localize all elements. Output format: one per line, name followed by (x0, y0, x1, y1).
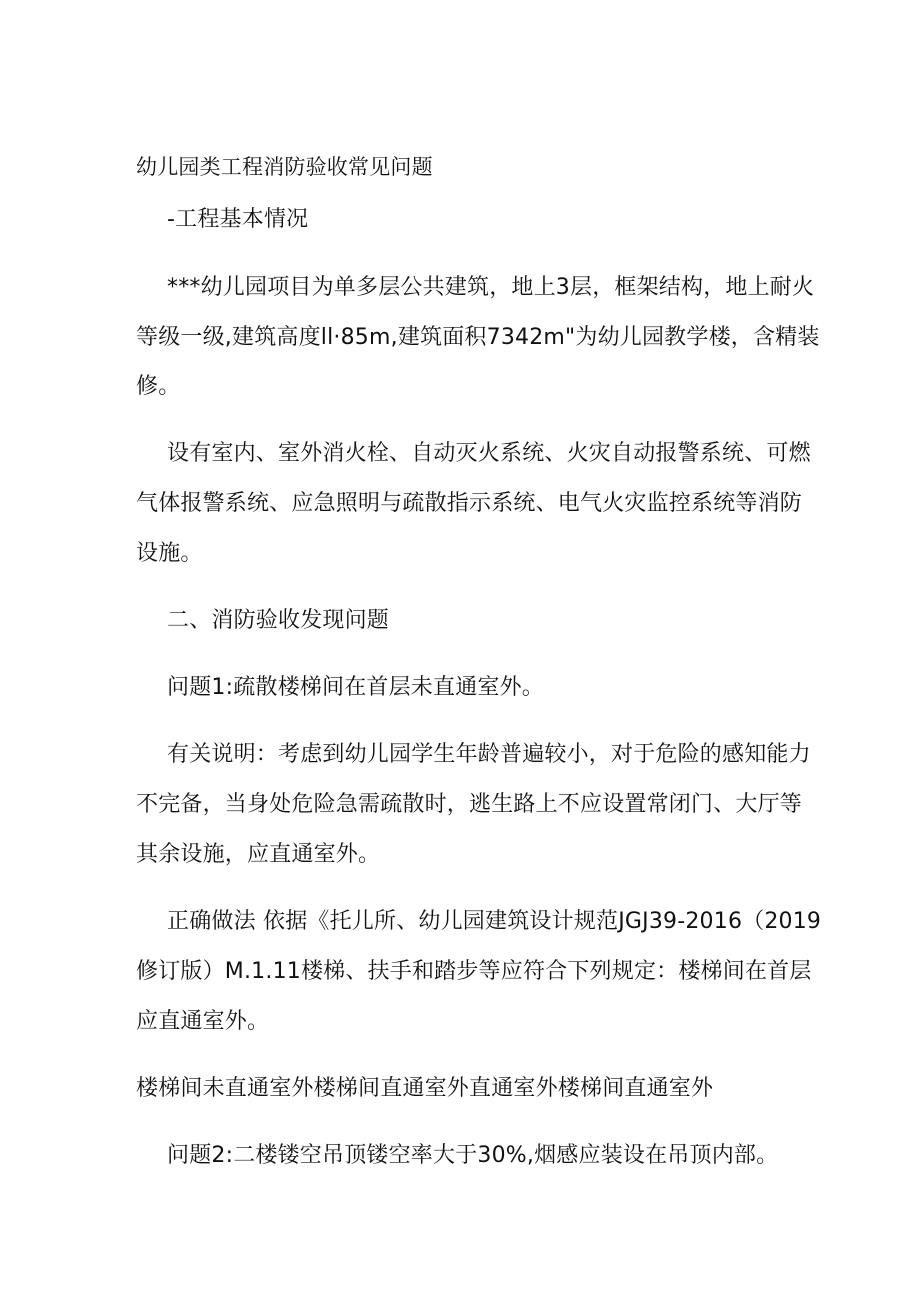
paragraph-line: 气体报警系统、应急照明与疏散指示系统、电气火灾监控系统等消防 (136, 491, 803, 516)
paragraph-line: 其余设施，应直通室外。 (136, 842, 381, 867)
issue-1: 问题1:疏散楼梯间在首层未直通室外。 (167, 675, 545, 700)
paragraph-line: ***幼儿园项目为单多层公共建筑，地上3层，框架结构，地上耐火 (167, 275, 815, 300)
paragraph-line: 正确做法 依据《托儿所、幼儿园建筑设计规范JGJ39-2016（2019 (167, 909, 822, 934)
issue-2: 问题2:二楼镂空吊顶镂空率大于30%,烟感应装设在吊顶内部。 (167, 1143, 779, 1168)
document-title: 幼儿园类工程消防验收常见问题 (136, 155, 433, 179)
paragraph-line: 设施。 (136, 541, 203, 566)
paragraph-line: 修订版）M.1.11楼梯、扶手和踏步等应符合下列规定：楼梯间在首层 (136, 959, 812, 984)
paragraph-line: 不完备，当身处危险急需疏散时，逃生路上不应设置常闭门、大厅等 (136, 792, 803, 817)
section-heading-issues: 二、消防验收发现问题 (167, 608, 390, 633)
paragraph-line: 等级一级,建筑高度ll·85m,建筑面积7342m"为幼儿园教学楼，含精装 (136, 325, 820, 350)
paragraph-line: 设有室内、室外消火栓、自动灭火系统、火灾自动报警系统、可燃 (167, 441, 811, 466)
paragraph-line: 有关说明：考虑到幼儿园学生年龄普遍较小，对于危险的感知能力 (167, 742, 811, 767)
paragraph-line: 修。 (136, 374, 181, 399)
image-caption: 楼梯间未直通室外楼梯间直通室外直通室外楼梯间直通室外 (136, 1076, 714, 1101)
paragraph-line: 应直通室外。 (136, 1009, 270, 1034)
section-heading-basic-info: -工程基本情况 (167, 207, 309, 232)
